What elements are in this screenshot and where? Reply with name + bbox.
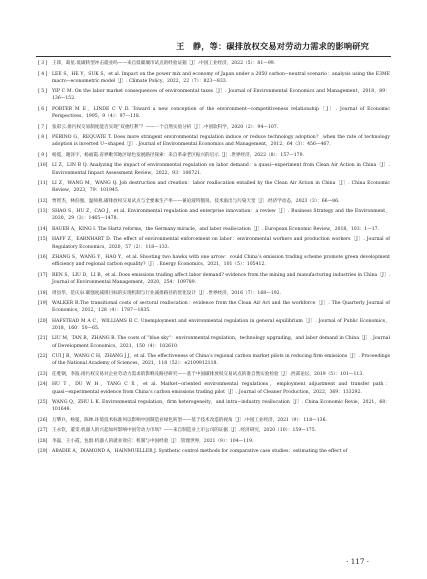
reference-item <box>38 417 390 424</box>
reference-item <box>38 236 390 250</box>
reference-number: [12] <box>38 198 48 204</box>
reference-number: [16] <box>38 255 48 261</box>
reference-text: 任胜钢，李波.排污权交易对企业劳动力需求的影响及路径研究——基于中国碳排放权交易试点的准自然实验检验［J］.西部论坛，2019（5）：101—113. <box>52 371 364 377</box>
reference-item <box>38 448 390 455</box>
reference-number: [20] <box>38 318 48 324</box>
reference-text: SHAO S，HU Z，CAO J，et al. Environmental regulation and enterprise innovation：a review［J］. Business Strategy and the Environment，2020，29（3）：1465—1478. <box>52 209 390 222</box>
reference-number: [22] <box>38 354 48 360</box>
reference-number: [ 8 ] <box>38 135 48 141</box>
reference-text: 李磊，王小霞，包群.机器人的就业效应：机制与中国经验［J］.管理世界，2021（9）：104—119. <box>52 438 254 444</box>
reference-text: LI Z，WANG M，WANG Q. Job destruction and creation：labor reallocation entailed by the Clean Air Action in China［J］. China Economic Review，2023，79：101945. <box>52 181 390 194</box>
reference-number: [ 7 ] <box>38 124 48 130</box>
reference-item <box>38 106 390 120</box>
reference-number: [ 4 ] <box>38 71 48 77</box>
reference-text: 王锋，葛星.低碳转型冲击就业吗——来自低碳城市试点的经验证据［J］.中国工业经济，2022（5）：81—99. <box>52 61 276 66</box>
reference-text: LIU M，TAN R，ZHANG B. The costs of “blue sky”：environmental regulation，technology upgrading，and labor demand in China［J］. Journal of Development Economics，2021，150（4）：102610. <box>52 336 390 349</box>
reference-list <box>38 60 390 459</box>
reference-item <box>38 208 390 222</box>
reference-text: LEE S，HE Y，SUK S，et al. Impact on the power mix and economy of Japan under a 2050 carbon−neutral scenario：analysis using the E3ME macro−econometric model［J］. Climate Policy，2022，22（7）：823—833. <box>52 71 390 84</box>
reference-text: WALKER R.The transitional costs of sectoral reallocation：evidence from the Clean Air Act and the workforce［J］. The Quarterly Journal of Economics，2012，128（4）：1787—1835. <box>52 301 390 314</box>
reference-item <box>38 427 390 434</box>
reference-text: REN S，LIU D，LI B，et al. Does emissions trading affect labor demand? evidence from the mining and manufacturing industries in China［J］. Journal of Environmental Management，2020，254：109789. <box>52 272 390 286</box>
reference-text: YIP C M. On the labor market consequences of environmental taxes［J］. Journal of Environmental Economics and Management，2018，89：136—152. <box>52 89 390 102</box>
reference-number: [21] <box>38 336 48 342</box>
reference-text: HU T，DU W H，TANG C X，et al. Market−oriented environmental regulations，employment adjustment and transfer path：quasi−experimental evidence from China’s carbon emissions trading pilot［J］. Journal of Cleaner Production，2022，369：133292. <box>52 382 390 395</box>
reference-number: [24] <box>38 382 48 388</box>
reference-item <box>38 381 390 395</box>
reference-text: 张彩云.排污权交易制度能否实现“双重红利”？——一个自然实验分析［J］.中国软科学，2020（2）：94—107. <box>52 124 279 130</box>
reference-text: LI Z，LIN B Q. Analyzing the impact of environmental regulation on labor demand：a quasi−experiment from Clean Air Action in China［J］. Environmental Impact Assessment Review，2022，93：106721. <box>52 163 390 176</box>
reference-item <box>38 371 390 378</box>
reference-number: [ 3 ] <box>38 61 48 66</box>
reference-number: [29] <box>38 449 48 455</box>
reference-item <box>38 162 390 176</box>
reference-item <box>38 198 390 205</box>
reference-text: ABADIE A，DIAMOND A，HAINMUELLER J. Synthetic control methods for comparative case studies：estimating the effect of <box>52 449 348 455</box>
reference-number: [25] <box>38 400 48 406</box>
reference-item <box>38 399 390 413</box>
reference-item <box>38 438 390 445</box>
reference-item <box>38 152 390 159</box>
reference-item <box>38 226 390 233</box>
reference-number: [19] <box>38 301 48 307</box>
reference-item <box>38 335 390 349</box>
reference-number: [26] <box>38 417 48 423</box>
reference-number: [17] <box>38 272 48 278</box>
page-number: · 117 · <box>346 557 369 566</box>
reference-item <box>38 180 390 194</box>
reference-text: PORTER M E，LINDE C V D. Toward a new conception of the environment−competitiveness relationship［J］. Journal of Economic Perspectives，1995，9（4）：97—118. <box>52 106 390 120</box>
reference-text: BAUER A，KING I. The Hartz reforms，the Germany miracle，and labor reallocation［J］. European Economic Review，2018，103：1—17. <box>52 226 380 232</box>
reference-item <box>38 254 390 268</box>
reference-text: 王永钦，董雯.机器人的兴起如何影响中国劳动力市场？——来自制造业上市公司的证据［J］.经济研究，2020（10）：159—175. <box>52 428 317 434</box>
reference-number: [15] <box>38 237 48 243</box>
reference-item <box>38 272 390 286</box>
reference-item <box>38 134 390 148</box>
reference-number: [27] <box>38 428 48 434</box>
reference-number: [10] <box>38 163 48 169</box>
reference-item <box>38 353 390 367</box>
reference-item <box>38 124 390 131</box>
reference-text: CUI J B，WANG C H，ZHANG J J，et al. The effectiveness of China’s regional carbon market pilots in reducing firm emissions［J］. Proceedings of the National Academy of Sciences，2021，118（52）：e2109912118. <box>52 354 390 367</box>
header-divider <box>36 56 391 57</box>
reference-number: [18] <box>38 290 48 296</box>
reference-text: PERINO G，REQUATE T. Does more stringent environmental regulation induce or reduce technology adoption？ when the rate of technology adoption is inverted U−shaped［J］. Journal of Environmental Economics and Management，2012，64（3）：456—467. <box>52 135 390 148</box>
reference-number: [ 5 ] <box>38 89 48 95</box>
reference-number: [23] <box>38 371 48 377</box>
reference-text: 周县华，范庆泉.碳强度减排目标的实现机制与行业减排路径的优化设计［J］.世界经济，2016（7）：168—192. <box>52 290 282 296</box>
reference-number: [11] <box>38 181 48 187</box>
reference-number: [28] <box>38 438 48 444</box>
reference-item <box>38 71 390 85</box>
reference-item <box>38 290 390 297</box>
reference-text: 杨冕，谢泽宇，杨福霞.省界毗邻地区绿色发展路径探索：来自革命老区振兴的启示［J］.世界经济，2022（8）：157—179. <box>52 152 304 158</box>
reference-text: HAFF Z，EARNHART D. The effect of environmental enforcement on labor：environmental workers and production workers［J］. Journal of Regulatory Economics，2020，57（2）：118—133. <box>52 237 390 250</box>
reference-number: [ 9 ] <box>38 152 48 158</box>
reference-item <box>38 88 390 102</box>
reference-item <box>38 300 390 314</box>
reference-text: 万攀兵，杨冕，陈林.环境技术标准何以影响中国制造业绿色转型——基于技术改造的视角［J］.中国工业经济，2021（9）：118—136. <box>52 417 327 423</box>
reference-item <box>38 318 390 332</box>
reference-text: WANG Q，ZHU L K. Environmental regulation，firm heterogeneity，and intra−industry reallocation［J］. China Economic Revie，2021，68：101648. <box>52 400 390 413</box>
reference-text: 贾智杰，林伯强，温师燕.碳排放权交易试点与全要素生产率——兼论波特假说、技术溢出与污染天堂［J］.经济学动态，2023（3）：66—86. <box>52 198 340 204</box>
reference-number: [13] <box>38 209 48 215</box>
reference-text: HAFSTEAD M A C，WILLIAMS R C. Unemployment and environmental regulation in general equilibrium［J］. Journal of Public Economics，2018，160：50—65. <box>52 318 390 331</box>
reference-number: [ 6 ] <box>38 106 48 112</box>
reference-number: [14] <box>38 226 48 232</box>
running-head: 王 静，等：碳排放权交易对劳动力需求的影响研究 <box>176 41 369 51</box>
reference-item <box>38 60 390 67</box>
reference-text: ZHANG S，WANG Y，HAO Y，et al. Shooting two hawks with one arrow：could China’s emission trading scheme promote green development efficiency and regional carbon equality?［J］. Energy Economics，2021，101（5）：105412. <box>52 255 390 268</box>
